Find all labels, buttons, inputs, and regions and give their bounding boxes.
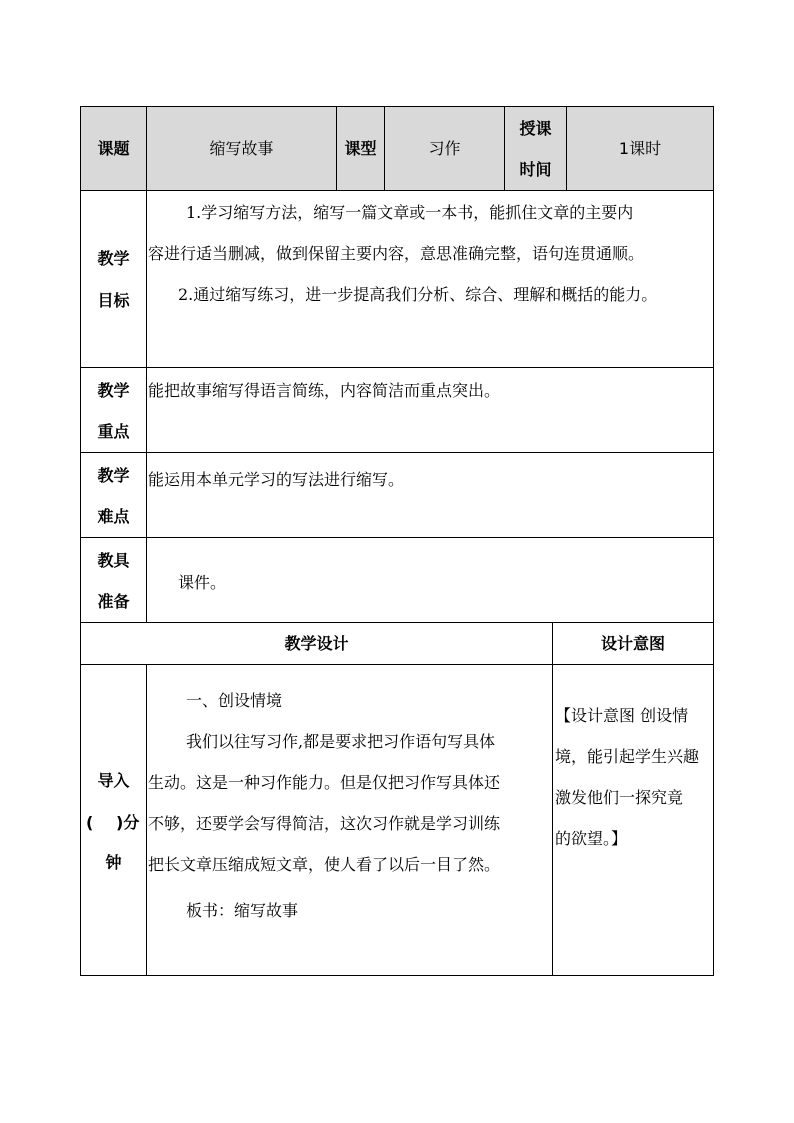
key-points-text: 能把故事缩写得语言简练，内容简洁而重点突出。 [148, 381, 501, 400]
difficulties-label-line1: 教学 [97, 466, 130, 485]
table-border [80, 664, 714, 665]
intro-heading: 一、创设情境 [186, 691, 283, 710]
intro-paragraph-line-4: 把长文章压缩成短文章，使人看了以后一目了然。 [148, 855, 501, 874]
intro-paragraph-line-3: 不够，还要学会写得简洁，这次习作就是学习训练 [148, 814, 501, 833]
teaching-design-heading: 教学设计 [284, 634, 349, 653]
intro-intent-line-2: 境，能引起学生兴趣 [555, 747, 700, 766]
key-points-label-line2: 重点 [97, 422, 130, 441]
table-border [80, 622, 714, 623]
time-label-line1: 授课 [519, 119, 552, 138]
intro-intent-line-1: 【设计意图 创设情 [555, 706, 689, 725]
table-border-right [713, 106, 714, 976]
table-border [146, 106, 147, 623]
table-border [146, 664, 147, 976]
key-points-label-line1: 教学 [97, 381, 130, 400]
design-intent-heading: 设计意图 [600, 634, 665, 653]
table-border [80, 190, 714, 191]
table-border [80, 452, 714, 453]
table-border-top [80, 106, 714, 107]
materials-label-line2: 准备 [97, 592, 130, 611]
materials-label-line1: 教具 [97, 551, 130, 570]
intro-label-paren-open: ( [86, 813, 94, 832]
intro-intent-line-3: 激发他们一探究竟 [555, 788, 684, 807]
time-value: 1课时 [618, 139, 662, 158]
time-label-line2: 时间 [519, 160, 552, 179]
table-border-bottom [80, 975, 714, 976]
table-border [80, 367, 714, 368]
type-label: 课型 [344, 139, 377, 158]
intro-paragraph-line-1: 我们以往写习作,都是要求把习作语句写具体 [186, 732, 496, 751]
table-border [80, 537, 714, 538]
type-value: 习作 [428, 139, 461, 158]
difficulties-text: 能运用本单元学习的写法进行缩写。 [148, 470, 405, 489]
table-border-left [80, 106, 81, 976]
intro-intent-line-4: 的欲望。】 [555, 829, 628, 848]
objectives-line-2: 容进行适当删减，做到保留主要内容，意思准确完整，语句连贯通顺。 [148, 244, 645, 263]
intro-label-line1: 导入 [97, 771, 130, 790]
topic-value: 缩写故事 [209, 139, 274, 158]
intro-label-line3: 钟 [105, 853, 122, 872]
intro-paragraph-line-2: 生动。这是一种习作能力。但是仅把习作写具体还 [148, 773, 501, 792]
materials-text: 课件。 [178, 573, 227, 592]
objectives-line-3: 2.通过缩写练习，进一步提高我们分析、综合、理解和概括的能力。 [178, 285, 658, 304]
objectives-label-line2: 目标 [97, 291, 130, 310]
intro-label-paren-close: )分 [116, 813, 140, 832]
table-border [552, 622, 553, 976]
topic-label: 课题 [97, 139, 130, 158]
objectives-line-1: 1.学习缩写方法，缩写一篇文章或一本书，能抓住文章的主要内 [186, 203, 634, 222]
intro-board-note: 板书：缩写故事 [186, 901, 299, 920]
difficulties-label-line2: 难点 [97, 507, 130, 526]
objectives-label-line1: 教学 [97, 249, 130, 268]
